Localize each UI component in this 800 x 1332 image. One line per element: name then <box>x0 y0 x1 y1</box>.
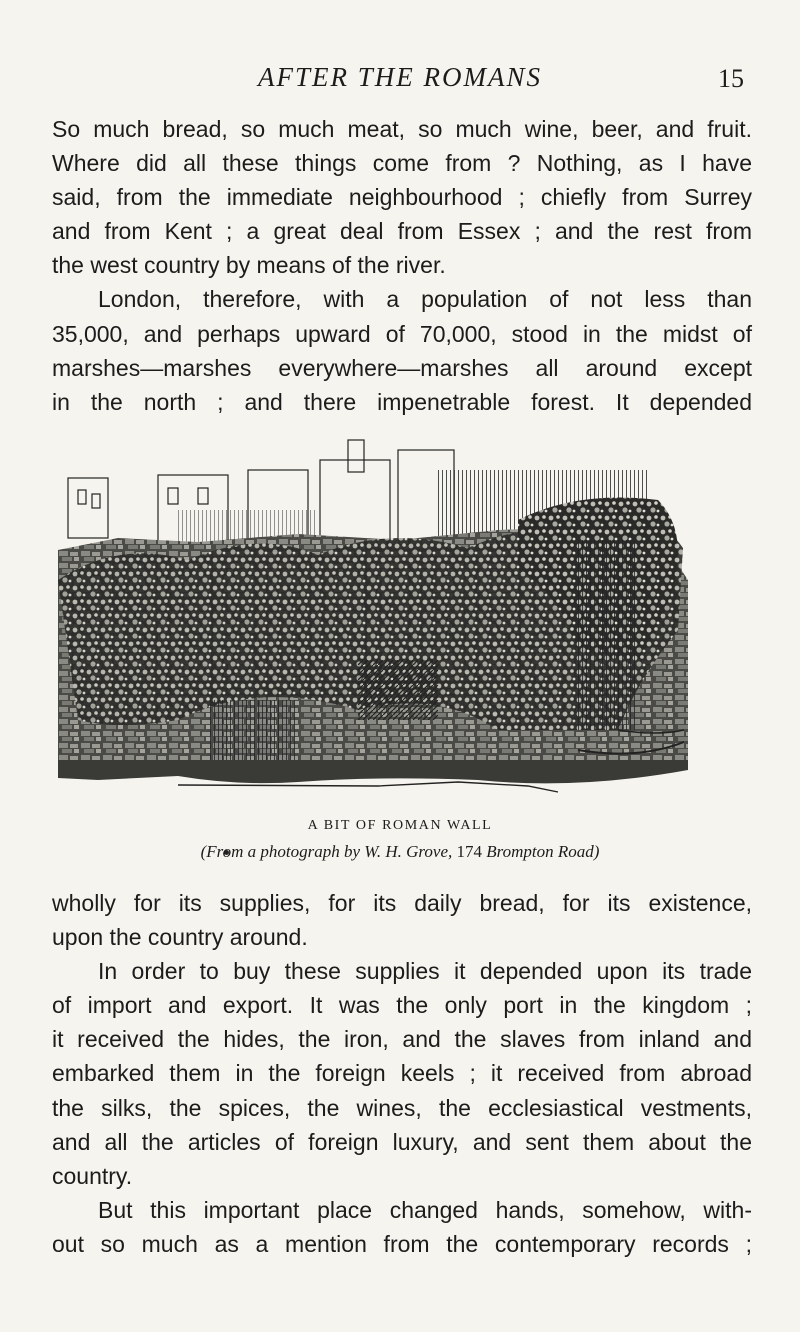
text-line: marshes—marshes everywhere—marshes all around except <box>52 354 752 381</box>
text-line: upon the country around. <box>52 924 308 951</box>
text-line: and from Kent ; a great deal from Essex ; and the rest from <box>52 218 752 245</box>
text-line: and all the articles of foreign luxury, and sent them about the <box>52 1128 752 1155</box>
text-line: in the north ; and there impenetrable forest. It depended <box>52 388 752 415</box>
text-line: the west country by means of the river. <box>52 252 446 279</box>
text-line: In order to buy these supplies it depended upon its trade <box>98 958 752 985</box>
text-line: the silks, the spices, the wines, the ecclesiastical vestments, <box>52 1094 752 1121</box>
caption-credit-post: Brompton Road) <box>482 842 600 861</box>
text-line: it received the hides, the iron, and the slaves from inland and <box>52 1026 752 1053</box>
top-text-block <box>52 112 752 419</box>
caption-credit-pre: (From a photograph by W. H. Grove, <box>200 842 457 861</box>
text-line: embarked them in the foreign keels ; it received from abroad <box>52 1060 752 1087</box>
bottom-text-block <box>52 886 752 1261</box>
text-line: of import and export. It was the only port in the kingdom ; <box>52 992 752 1019</box>
text-line: wholly for its supplies, for its daily bread, for its existence, <box>52 890 752 916</box>
text-line: Where did all these things come from ? Nothing, as I have <box>52 150 752 177</box>
page-number: 15 <box>718 64 744 93</box>
roman-wall-illustration <box>58 430 688 805</box>
figure-caption-credit <box>0 842 800 862</box>
caption-credit-number: 174 <box>456 842 482 861</box>
text-line: said, from the immediate neighbourhood ; chiefly from Surrey <box>52 184 752 211</box>
text-line: So much bread, so much meat, so much wine, beer, and fruit. <box>52 116 752 142</box>
text-line: out so much as a mention from the contemporary records ; <box>52 1230 752 1257</box>
text-line: But this important place changed hands, somehow, with- <box>98 1196 752 1223</box>
text-line: country. <box>52 1162 133 1189</box>
text-line: London, therefore, with a population of not less than <box>98 286 752 313</box>
page-header <box>0 62 800 96</box>
running-head: AFTER THE ROMANS <box>258 62 542 92</box>
text-line: 35,000, and perhaps upward of 70,000, stood in the midst of <box>52 320 752 347</box>
figure-caption-title: A BIT OF ROMAN WALL <box>307 818 493 833</box>
